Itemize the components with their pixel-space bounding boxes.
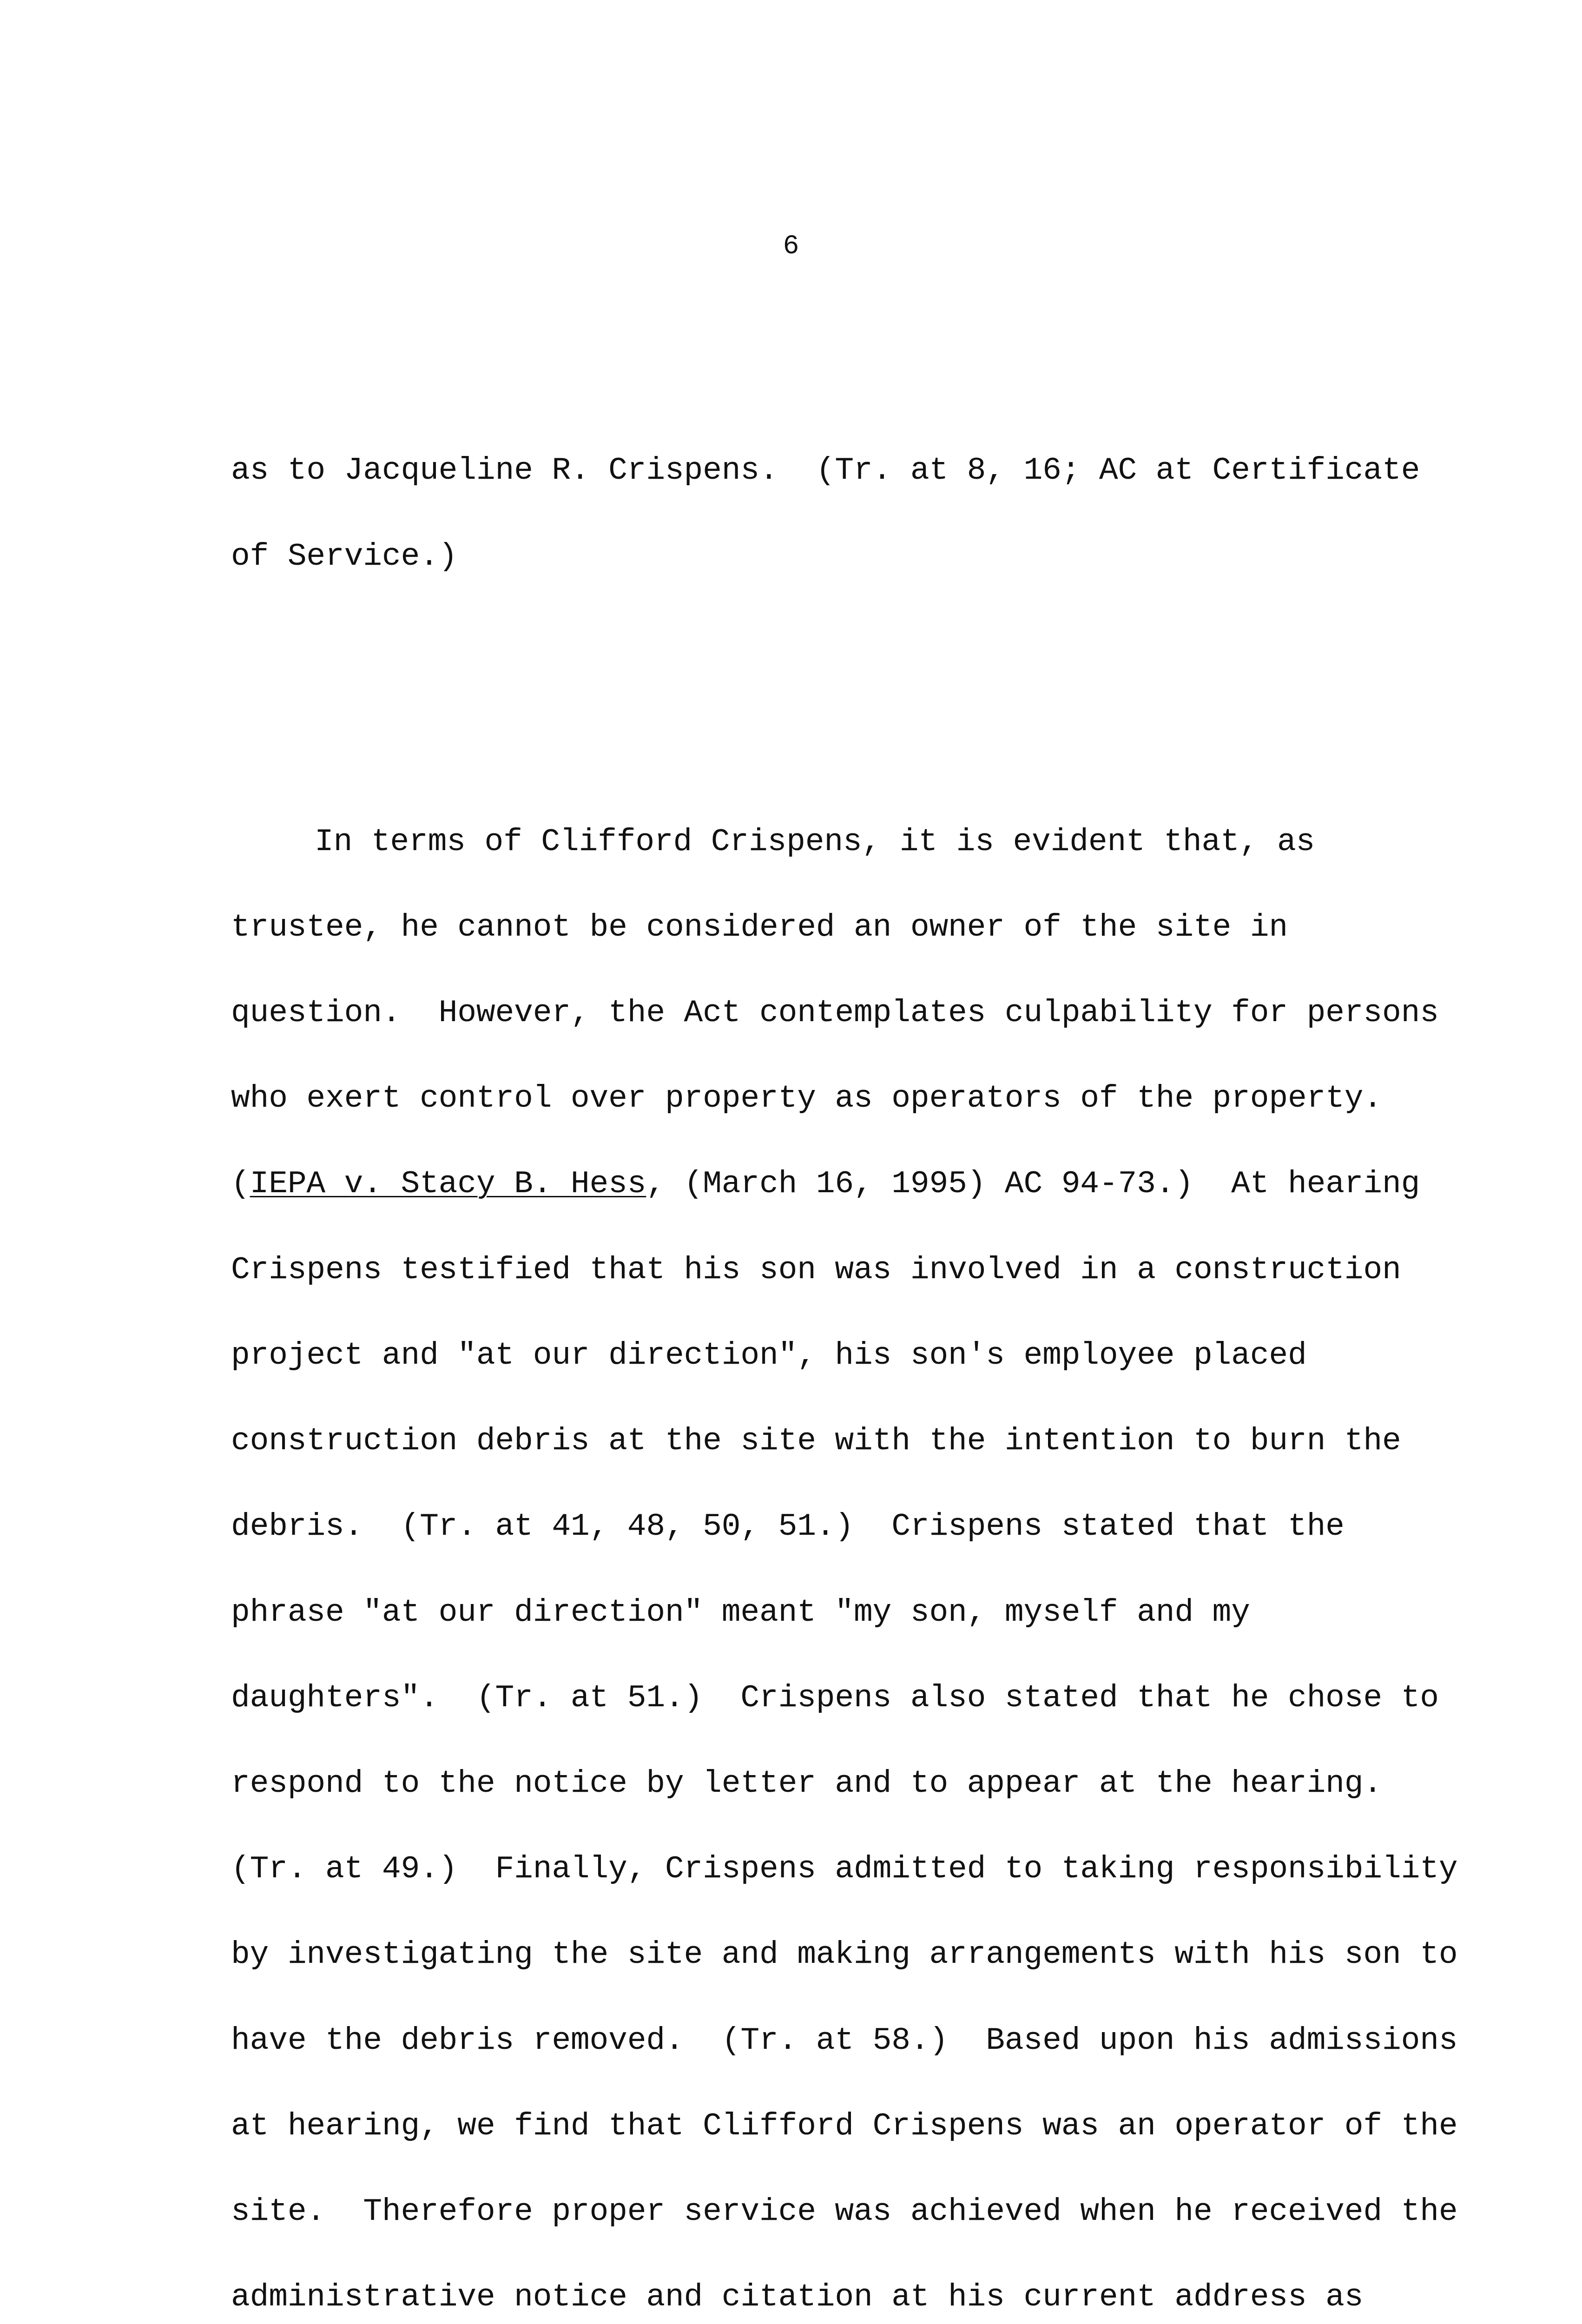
text-line: have the debris removed. (Tr. at 58.) Based upon his admissions (231, 2022, 1458, 2059)
text-line: debris. (Tr. at 41, 48, 50, 51.) Crispens stated that the (231, 1509, 1345, 1545)
text-line: trustee, he cannot be considered an owner of the site in (231, 909, 1288, 945)
text-line: site. Therefore proper service was achieved when he received the (231, 2193, 1458, 2230)
text-line: construction debris at the site with the intention to burn the (231, 1423, 1401, 1459)
text-line: daughters". (Tr. at 51.) Crispens also stated that he chose to (231, 1680, 1439, 1716)
text-line: respond to the notice by letter and to appear at the hearing. (231, 1765, 1383, 1802)
text-line: project and "at our direction", his son's employee placed (231, 1337, 1307, 1373)
text-line: (IEPA v. Stacy B. Hess, (March 16, 1995) AC 94-73.) At hearing (231, 1166, 1420, 1202)
page-number: 6 (783, 231, 799, 262)
body-text (231, 285, 1458, 2324)
paragraph-continuation (231, 400, 1420, 628)
text-line: question. However, the Act contemplates culpability for persons (231, 995, 1439, 1031)
paragraph-service-on-clifford (231, 771, 1458, 2324)
case-citation: IEPA v. Stacy B. Hess (250, 1166, 646, 1202)
text-line: In terms of Clifford Crispens, it is evident that, as (315, 824, 1315, 860)
text-line: as to Jacqueline R. Crispens. (Tr. at 8, 16; AC at Certificate (231, 453, 1420, 489)
text-line: Crispens testified that his son was involved in a construction (231, 1252, 1401, 1288)
text-line: of Service.) (231, 538, 458, 574)
text-line: phrase "at our direction" meant "my son, myself and my (231, 1594, 1250, 1631)
text-line: administrative notice and citation at his current address as (231, 2279, 1364, 2316)
text-line: at hearing, we find that Clifford Crispens was an operator of the (231, 2108, 1458, 2144)
text-line: who exert control over property as operators of the property. (231, 1081, 1383, 1117)
text-line: (Tr. at 49.) Finally, Crispens admitted to taking responsibility (231, 1851, 1458, 1888)
text-line: by investigating the site and making arrangements with his son to (231, 1937, 1458, 1973)
